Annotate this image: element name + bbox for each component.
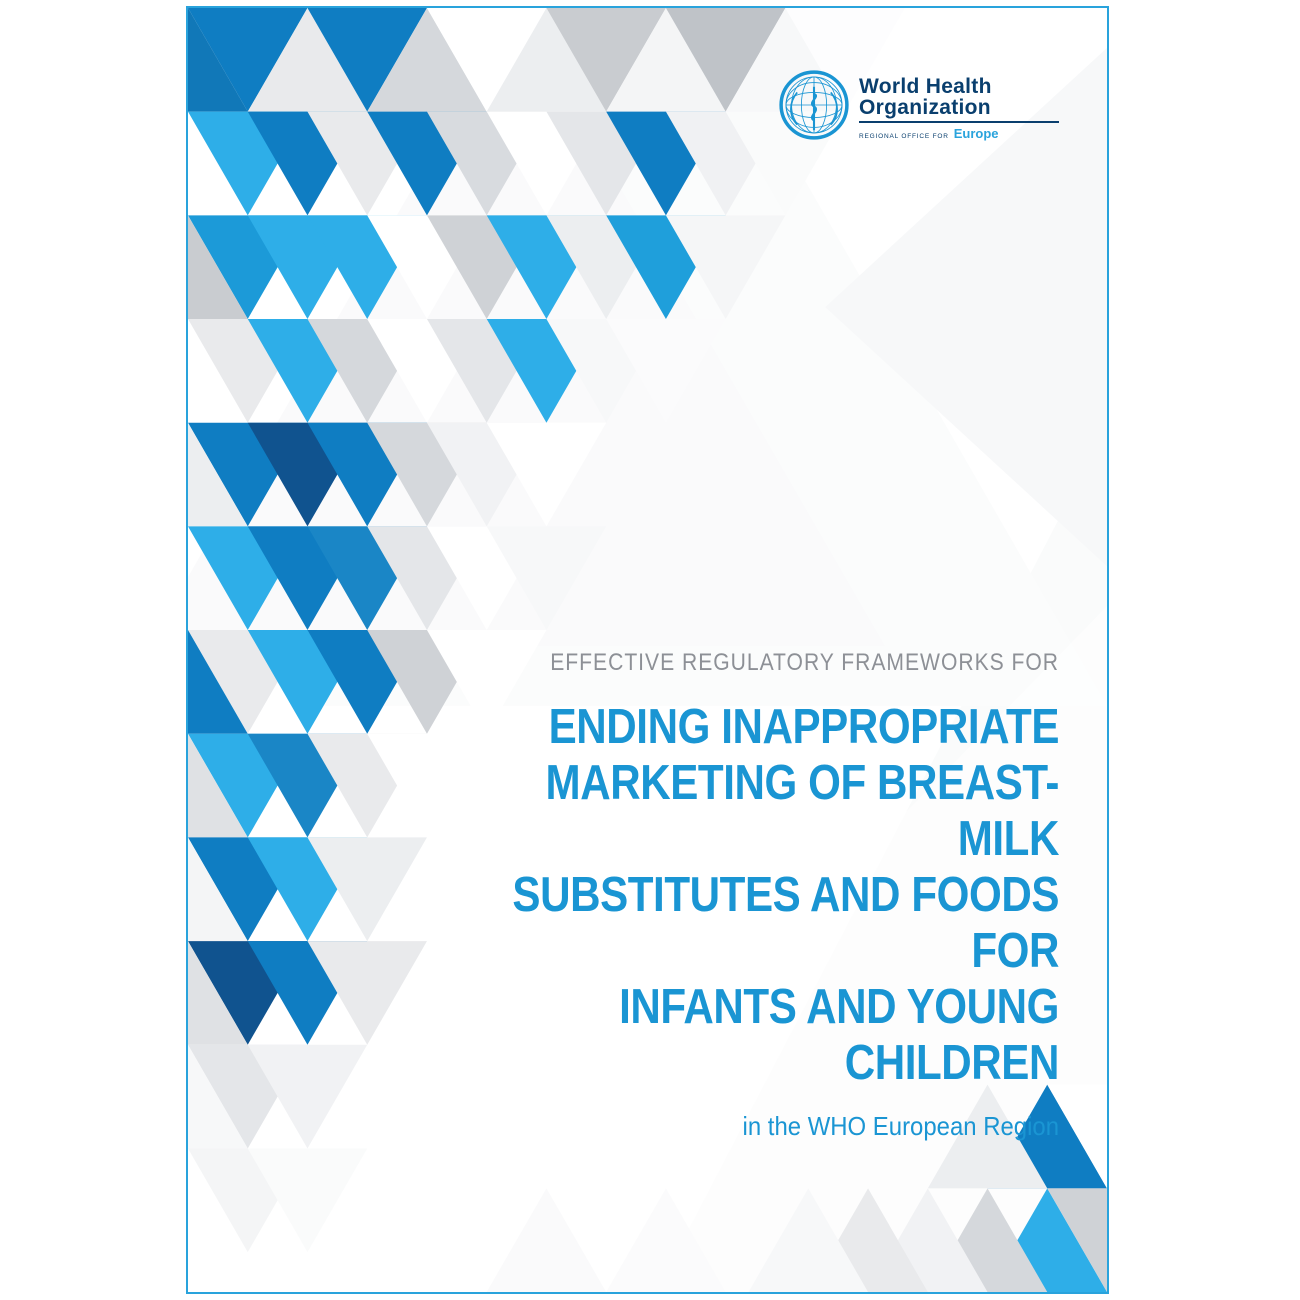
- title-line-4: INFANTS AND YOUNG CHILDREN: [619, 980, 1059, 1090]
- cover-eyebrow: EFFECTIVE REGULATORY FRAMEWORKS FOR: [550, 649, 1059, 676]
- cover-main-title: [491, 699, 1059, 1091]
- who-name-line1: World Health: [859, 75, 992, 98]
- who-name-line2: Organization: [859, 96, 991, 119]
- who-region-prefix: REGIONAL OFFICE FOR: [859, 132, 949, 140]
- who-wordmark: [859, 70, 1059, 141]
- who-region-line: [859, 126, 1059, 141]
- who-divider: [859, 121, 1059, 123]
- title-line-3: SUBSTITUTES AND FOODS FOR: [512, 868, 1059, 978]
- cover-title-block: [399, 649, 1059, 1142]
- cover-subtitle: in the WHO European Region: [742, 1111, 1059, 1141]
- document-cover-page: [186, 6, 1109, 1294]
- title-line-1: ENDING INAPPROPRIATE: [548, 700, 1059, 754]
- who-emblem-icon: [779, 70, 849, 140]
- who-region-name: Europe: [953, 125, 999, 141]
- title-line-2: MARKETING OF BREAST-MILK: [545, 756, 1059, 866]
- who-logo: [779, 70, 1059, 141]
